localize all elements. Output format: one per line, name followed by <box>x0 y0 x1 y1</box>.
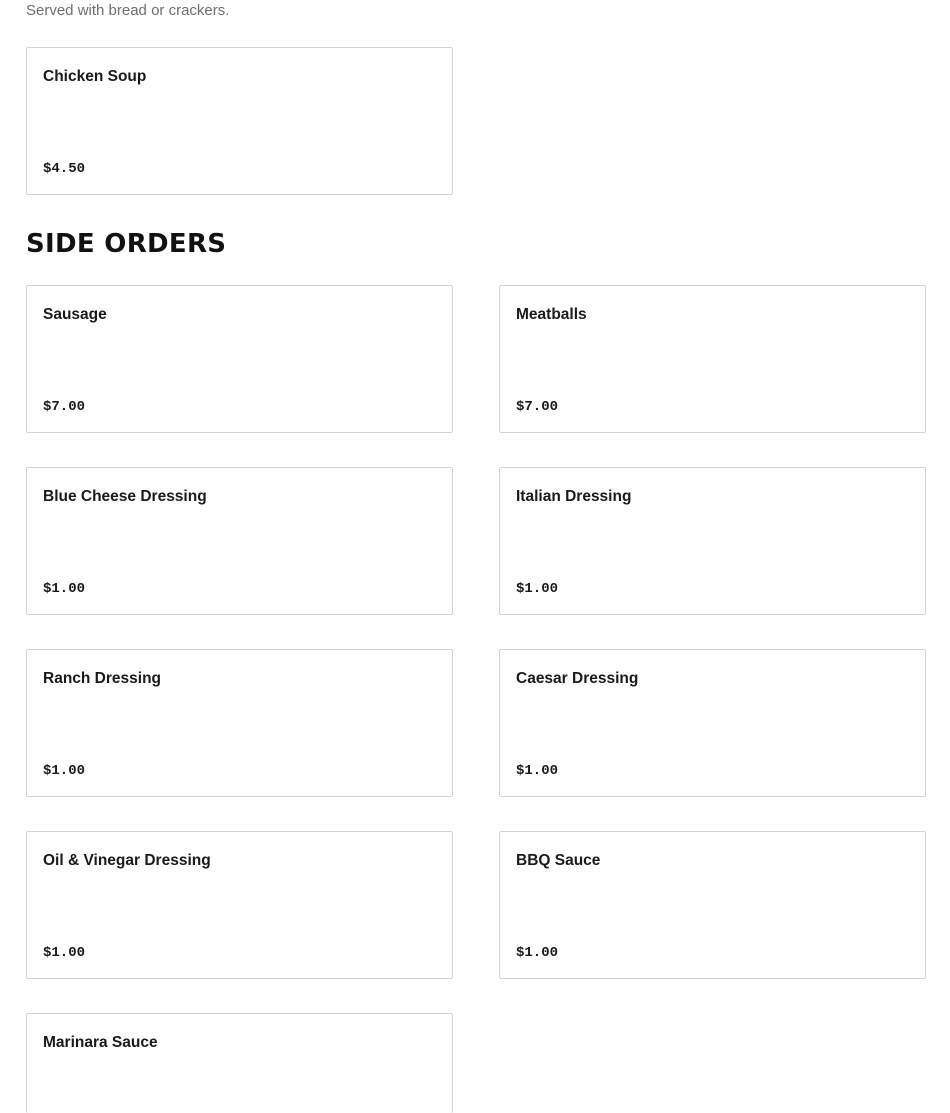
menu-item-price: $1.00 <box>516 763 559 779</box>
menu-item-name: Italian Dressing <box>516 488 632 505</box>
menu-item-name: Meatballs <box>516 306 587 323</box>
menu-item-card-caesar-dressing[interactable] <box>499 649 926 797</box>
menu-item-name: Ranch Dressing <box>43 670 162 687</box>
menu-item-price: $1.00 <box>516 945 559 961</box>
menu-item-card-oil-vinegar-dressing[interactable] <box>26 831 453 979</box>
menu-item-card-sausage[interactable] <box>26 285 453 433</box>
menu-item-card-chicken-soup[interactable] <box>26 47 453 195</box>
menu-item-name: Marinara Sauce <box>43 1034 158 1051</box>
menu-item-name: Blue Cheese Dressing <box>43 488 207 505</box>
menu-item-name: Caesar Dressing <box>516 670 639 687</box>
menu-item-price: $4.50 <box>43 161 86 177</box>
menu-item-card-blue-cheese-dressing[interactable] <box>26 467 453 615</box>
menu-item-card-italian-dressing[interactable] <box>499 467 926 615</box>
menu-item-price: $1.00 <box>516 581 559 597</box>
menu-item-card-bbq-sauce[interactable] <box>499 831 926 979</box>
menu-item-name: BBQ Sauce <box>516 852 601 869</box>
menu-item-card-meatballs[interactable] <box>499 285 926 433</box>
menu-item-price: $1.00 <box>43 581 86 597</box>
section-title-side-orders: SIDE ORDERS <box>26 229 227 259</box>
menu-item-price: $7.00 <box>516 399 559 415</box>
menu-item-price: $1.00 <box>43 763 86 779</box>
menu-item-card-ranch-dressing[interactable] <box>26 649 453 797</box>
soup-section-description: Served with bread or crackers. <box>26 2 230 19</box>
menu-item-name: Chicken Soup <box>43 68 147 85</box>
menu-item-name: Sausage <box>43 306 107 323</box>
menu-item-card-marinara-sauce[interactable] <box>26 1013 453 1113</box>
menu-item-price: $1.00 <box>43 945 86 961</box>
menu-item-price: $7.00 <box>43 399 86 415</box>
menu-item-name: Oil & Vinegar Dressing <box>43 852 211 869</box>
